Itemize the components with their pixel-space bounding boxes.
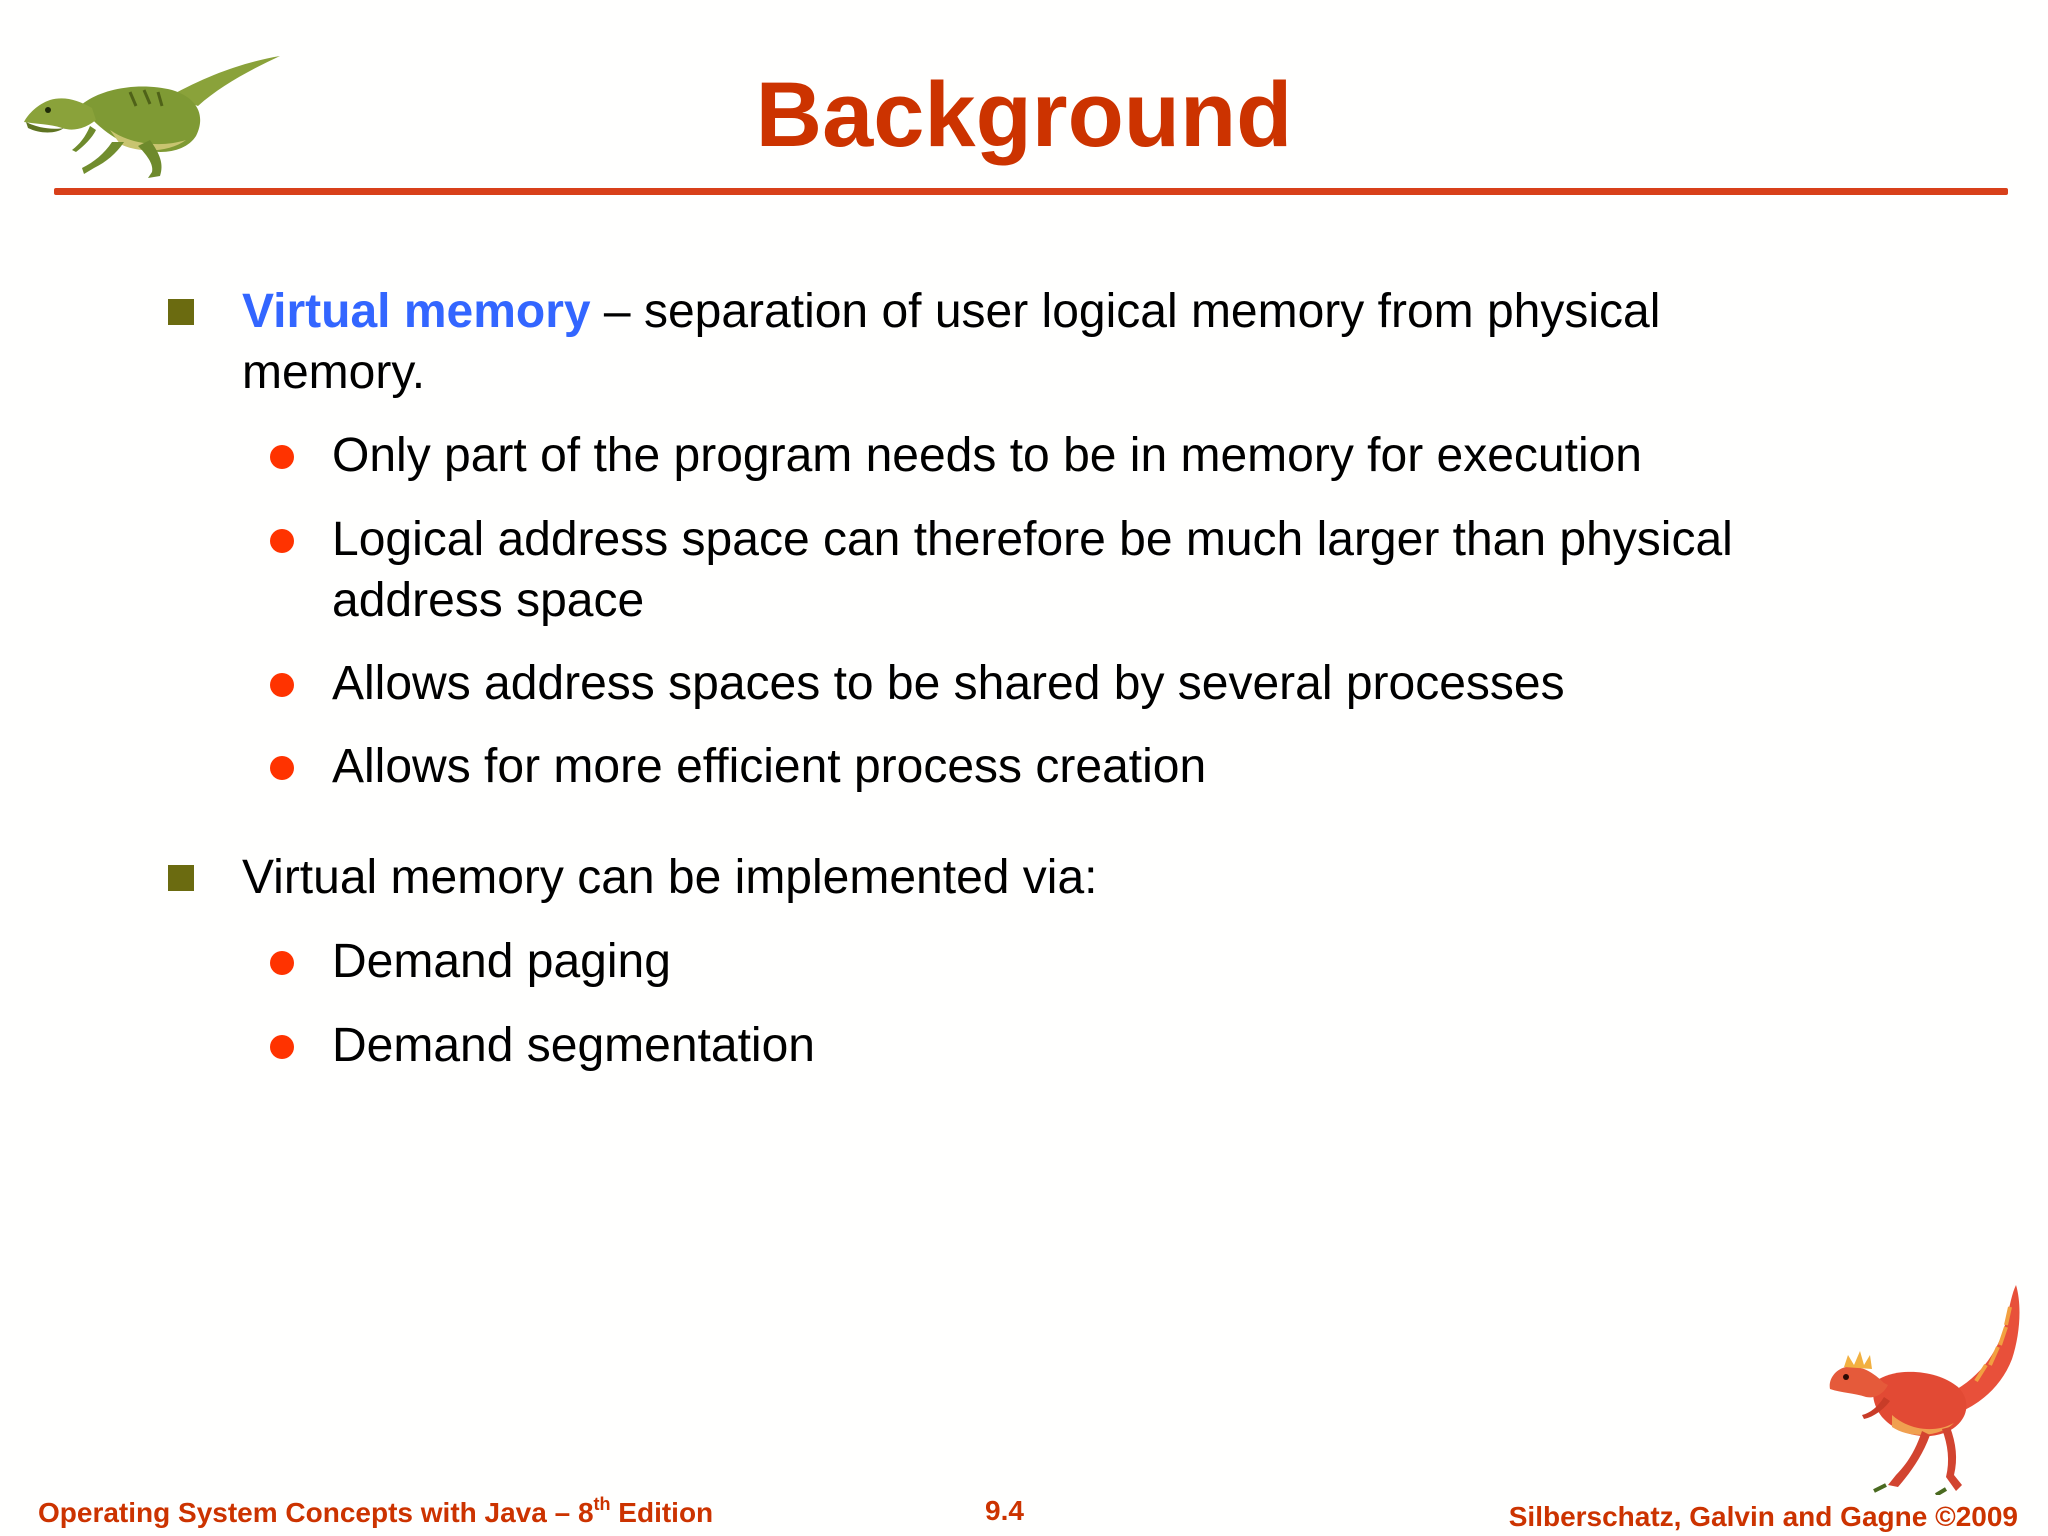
- sub-bullet-text: Allows address spaces to be shared by several processes: [332, 657, 1565, 710]
- square-bullet-icon: [168, 299, 194, 325]
- bullet-highlight: Virtual memory: [242, 285, 591, 338]
- footer-edition-superscript: th: [593, 1494, 611, 1514]
- bullet-implementation: [242, 847, 1842, 908]
- sub-bullet-text: Demand segmentation: [332, 1019, 815, 1072]
- dot-bullet-icon: [270, 445, 294, 469]
- dot-bullet-icon: [270, 529, 294, 553]
- footer-authors: Silberschatz, Galvin and Gagne ©2009: [1508, 1501, 2018, 1532]
- sub-bullet: [332, 931, 1892, 992]
- dot-bullet-icon: [270, 1035, 294, 1059]
- footer-book-title: [38, 1496, 713, 1530]
- bullet-virtual-memory: [242, 281, 1842, 403]
- sub-bullet-text: Demand paging: [332, 935, 671, 988]
- sub-bullet-text: Logical address space can therefore be much larger than physical address space: [332, 513, 1733, 627]
- dot-bullet-icon: [270, 951, 294, 975]
- sub-bullet-text: Allows for more efficient process creation: [332, 740, 1207, 793]
- footer-edition-text: Edition: [610, 1497, 714, 1528]
- sub-bullet: [332, 509, 1872, 631]
- sub-bullet: [332, 1015, 1892, 1076]
- sub-bullet: [332, 736, 1892, 797]
- red-dinosaur-icon: [1826, 1285, 2026, 1495]
- page-number: 9.4: [985, 1495, 1024, 1526]
- bullet-text: – separation of user logical memory from physical memory.: [242, 285, 1661, 399]
- sub-bullet: [332, 653, 1892, 714]
- footer-book-title-text: Operating System Concepts with Java – 8: [38, 1497, 594, 1528]
- sub-bullet-text: Only part of the program needs to be in memory for execution: [332, 429, 1642, 482]
- dot-bullet-icon: [270, 756, 294, 780]
- bullet-text: Virtual memory can be implemented via:: [242, 851, 1098, 904]
- page-title: Background: [755, 64, 1293, 166]
- dot-bullet-icon: [270, 673, 294, 697]
- sub-bullet: [332, 425, 1892, 486]
- square-bullet-icon: [168, 865, 194, 891]
